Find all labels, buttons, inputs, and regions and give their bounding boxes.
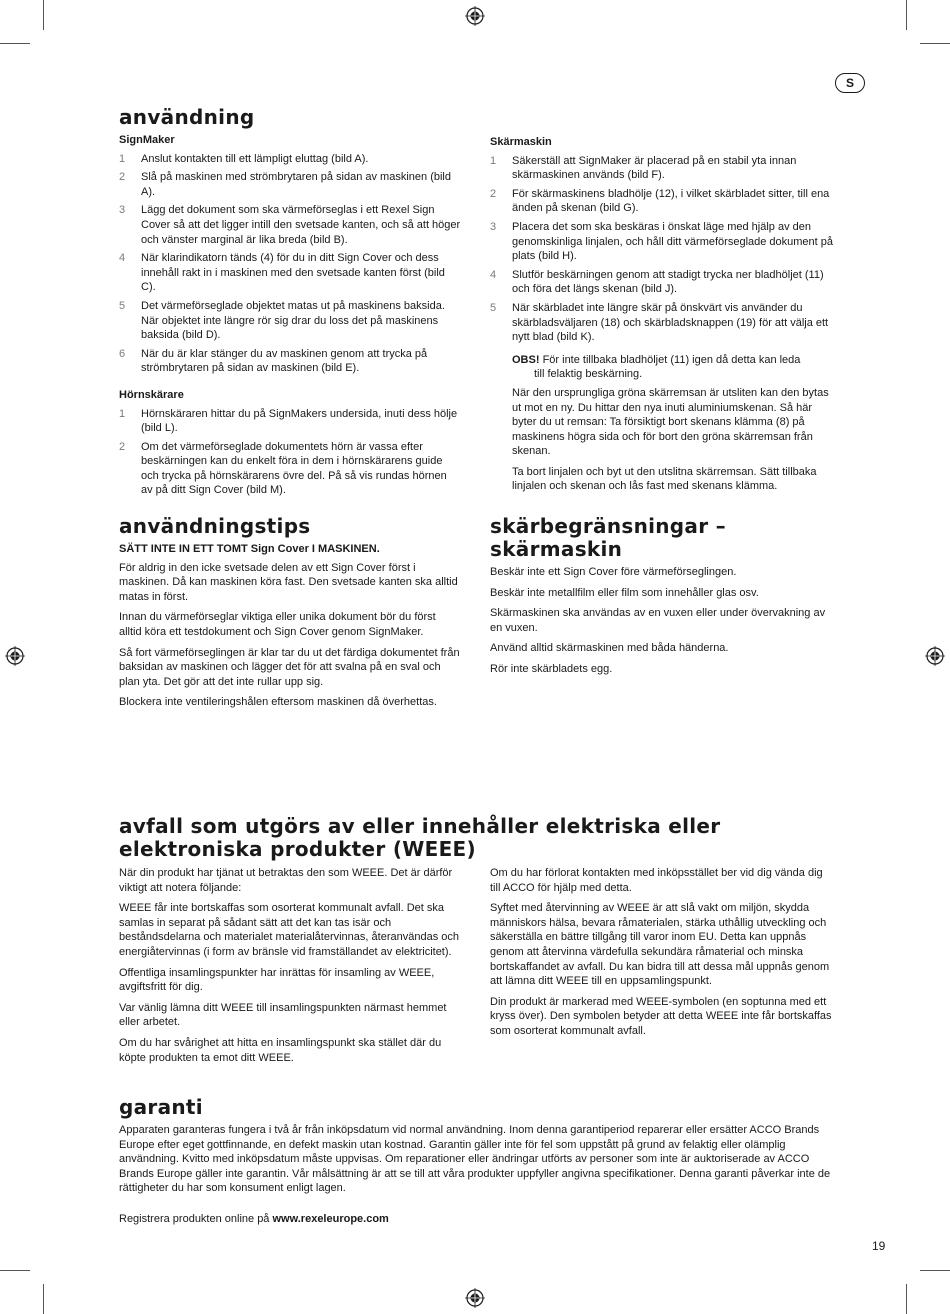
limits-paragraph: Rör inte skärbladets egg. bbox=[490, 662, 613, 675]
language-badge: S bbox=[835, 73, 865, 93]
crop-mark bbox=[43, 1284, 44, 1314]
obs-label: OBS! bbox=[512, 353, 540, 366]
list-item: 1 Anslut kontakten till ett lämpligt eluttag (bild A). bbox=[119, 152, 369, 165]
list-item: 5 Det värmeförseglade objektet matas ut på maskinens baksida. När objektet inte längre rör sig drar du loss det på maskinens baksida (bild D). bbox=[119, 299, 445, 342]
list-item: 3 Placera det som ska beskäras i önskat läge med hjälp av den genomskinliga linjalen, och håll ditt värmeförseglade dokument på plats (bild H). bbox=[490, 220, 834, 263]
weee-paragraph: Din produkt är markerad med WEEE-symbolen (en soptunna med ett kryss över). Den symbolen betyder att detta WEEE inte får bortskaffas som osorterat kommunalt avfall. bbox=[490, 995, 832, 1037]
crop-mark bbox=[43, 0, 44, 30]
tips-paragraph: Innan du värmeförseglar viktiga eller unika dokument bör du först alltid köra ett testdokument och Sign Cover genom SignMaker. bbox=[119, 611, 436, 638]
weee-paragraph: När din produkt har tjänat ut betraktas den som WEEE. Det är därför viktigt att notera följande: bbox=[119, 867, 453, 894]
crop-mark bbox=[920, 1270, 950, 1271]
corner-cutter-subheading: Hörnskärare bbox=[119, 388, 184, 401]
weee-paragraph: Syftet med återvinning av WEEE är att slå vakt om miljön, skydda människors hälsa, bevara råmaterialen, stärka uthållig utveckling och säkerställa en bättre tillgång till varor inom EU. Detta kan uppnås genom att återvinna värdefulla sekundära råmaterial och minska bortskaffandet av avfall. Du kan bidra till att dessa mål uppnås genom att lämna ditt WEEE till en uppsamlingspunkt. bbox=[490, 902, 830, 988]
list-item: 5 När skärbladet inte längre skär på önskvärt vis använder du skärbladsväljaren (18) och skärbladsknappen (19) för att välja ett nytt blad (bild K). bbox=[490, 301, 829, 344]
weee-heading: avfall som utgörs av eller innehåller elektriska eller elektroniska produkter (WEEE) bbox=[119, 814, 721, 861]
weee-paragraph: Offentliga insamlingspunkter har inrättas för insamling av WEEE, avgiftsfritt för dig. bbox=[119, 966, 435, 994]
tips-paragraph: Blockera inte ventileringshålen eftersom maskinen då överhettas. bbox=[119, 696, 437, 709]
weee-paragraph: Om du har svårighet att hitta en insamlingspunkt ska stället där du köpte produkten ta emot ditt WEEE. bbox=[119, 1036, 442, 1064]
list-item: 2 Slå på maskinen med strömbrytaren på sidan av maskinen (bild A). bbox=[119, 171, 451, 198]
weee-paragraph: Var vänlig lämna ditt WEEE till insamlingspunkten närmast hemmet eller arbetet. bbox=[119, 1001, 447, 1029]
crop-mark bbox=[906, 1284, 907, 1314]
limits-paragraph: Beskär inte metallfilm eller film som innehåller glas osv. bbox=[490, 586, 759, 599]
cutting-limits-heading: skärbegränsningar – skärmaskin bbox=[490, 514, 726, 561]
list-item: 2 Om det värmeförseglade dokumentets hörn är vassa efter beskärningen kan du enkelt föra in dem i hörnskärarens guide och trycka på hörnskärarens övre del. På så vis rundas hörnen av på ditt Sign Cover (bild M). bbox=[119, 440, 447, 497]
cutting-limits-section bbox=[490, 515, 835, 683]
registration-mark-icon bbox=[925, 646, 945, 666]
limits-paragraph: Använd alltid skärmaskinen med båda händerna. bbox=[490, 642, 729, 655]
list-item: 2 För skärmaskinens bladhölje (12), i vilket skärbladet sitter, till ena änden på skenan (bild G). bbox=[490, 187, 830, 215]
warranty-heading: garanti bbox=[119, 1095, 203, 1119]
weee-right-column bbox=[490, 866, 835, 1045]
list-item: 1 Hörnskäraren hittar du på SignMakers undersida, inuti dess hölje (bild L). bbox=[119, 407, 458, 435]
tips-section bbox=[119, 515, 461, 716]
tips-paragraph: För aldrig in den icke svetsade delen av ett Sign Cover först i maskinen. Då kan maskinen köra fast. Den svetsade kanten ska alltid matas in först. bbox=[119, 561, 458, 603]
cutter-subheading: Skärmaskin bbox=[490, 136, 552, 148]
weee-paragraph: WEEE får inte bortskaffas som osorterat kommunalt avfall. Det ska samlas in separat på sådant sätt att det kan tas isär och beståndsdelarna och materialet materialåtervinnas, återanvändas och energiåtervinnas (i form av bränsle vid framställandet av elektricitet). bbox=[119, 902, 459, 958]
crop-mark bbox=[906, 0, 907, 30]
registration-mark-icon bbox=[5, 646, 25, 666]
crop-mark bbox=[920, 43, 950, 44]
signmaker-subheading: SignMaker bbox=[119, 134, 175, 146]
warranty-section bbox=[119, 1096, 839, 1233]
list-item: 4 När klarindikatorn tänds (4) för du in ditt Sign Cover och dess innehåll rakt in i maskinen med den svetsade kanten först (bild C). bbox=[119, 252, 445, 294]
page-number: 19 bbox=[872, 1239, 886, 1253]
register-text: Registrera produkten online på www.rexeleurope.com bbox=[119, 1212, 389, 1225]
warranty-text: Apparaten garanteras fungera i två år från inköpsdatum vid normal användning. Inom denna garantiperiod reparerar eller ersätter ACCO Brands Europe efter eget gottfinnande, en defekt maskin utan kostnad. Garantin gäller inte för fel som uppstått på grund av felaktig eller olämplig användning. Kvitto med inköpsdatum måste uppvisas. Om reparationer eller ändringar utförts av personer som inte är auktoriserade av ACCO Brands Europe gäller inte garantin. Vår målsättning är att se till att våra produkter uppfyller angivna specifikationer. Denna garanti påverkar inte de rättigheter du har som konsument enligt lagen. bbox=[119, 1124, 831, 1195]
cutter-section bbox=[490, 135, 835, 500]
limits-paragraph: Beskär inte ett Sign Cover före värmeförseglingen. bbox=[490, 566, 737, 578]
weee-paragraph: Om du har förlorat kontakten med inköpsstället ber vid dig vända dig till ACCO för hjälp med detta. bbox=[490, 867, 823, 894]
list-item: 1 Säkerställ att SignMaker är placerad på en stabil yta innan skärmaskinen används (bild F). bbox=[490, 154, 797, 182]
crop-mark bbox=[0, 43, 30, 44]
ruler-replacement-text: Ta bort linjalen och byt ut den utslitna skärremsan. Sätt tillbaka linjalen och skenan och lås fast med skenans klämma. bbox=[512, 465, 817, 493]
cutter-steps bbox=[490, 154, 835, 345]
tips-warning: SÄTT INTE IN ETT TOMT Sign Cover I MASKINEN. bbox=[119, 543, 380, 555]
signmaker-steps bbox=[119, 152, 461, 376]
usage-heading: användning bbox=[119, 105, 255, 129]
limits-paragraph: Skärmaskinen ska användas av en vuxen eller under övervakning av en vuxen. bbox=[490, 607, 826, 634]
tips-heading: användningstips bbox=[119, 514, 311, 538]
obs-note: OBS! För inte tillbaka bladhöljet (11) igen då detta kan leda till felaktig beskärning. bbox=[512, 353, 801, 381]
strip-replacement-text: När den ursprungliga gröna skärremsan är utsliten kan den bytas ut mot en ny. Du hittar den nya inuti aluminiumskenan. Så här byter du ut remsan: Ta försiktigt bort skenans klämma (8) på maskinens högra sida och för bort den gröna skärremsan från skenan. bbox=[512, 386, 829, 458]
registration-mark-icon bbox=[465, 1288, 485, 1308]
registration-mark-icon bbox=[465, 6, 485, 26]
usage-section bbox=[119, 106, 461, 506]
list-item: 4 Slutför beskärningen genom att stadigt trycka ner bladhöljet (11) och föra det längs skenan (bild J). bbox=[490, 268, 824, 296]
register-link[interactable]: www.rexeleurope.com bbox=[272, 1212, 389, 1225]
corner-cutter-steps bbox=[119, 407, 461, 499]
weee-left-column bbox=[119, 866, 461, 1071]
tips-paragraph: Så fort värmeförseglingen är klar tar du ut det färdiga dokumentet från baksidan av maskinen och lägger det för att svalna på en sval och plan yta. Det gör att det inte rullar upp sig. bbox=[119, 646, 460, 688]
list-item: 6 När du är klar stänger du av maskinen genom att trycka på strömbrytaren på sidan av maskinen (bild E). bbox=[119, 347, 428, 375]
list-item: 3 Lägg det dokument som ska värmeförseglas i ett Rexel Sign Cover så att det ligger intill den svetsade kanten, och så att höger och vänster marginal är lika breda (bild B). bbox=[119, 204, 461, 246]
crop-mark bbox=[0, 1270, 30, 1271]
